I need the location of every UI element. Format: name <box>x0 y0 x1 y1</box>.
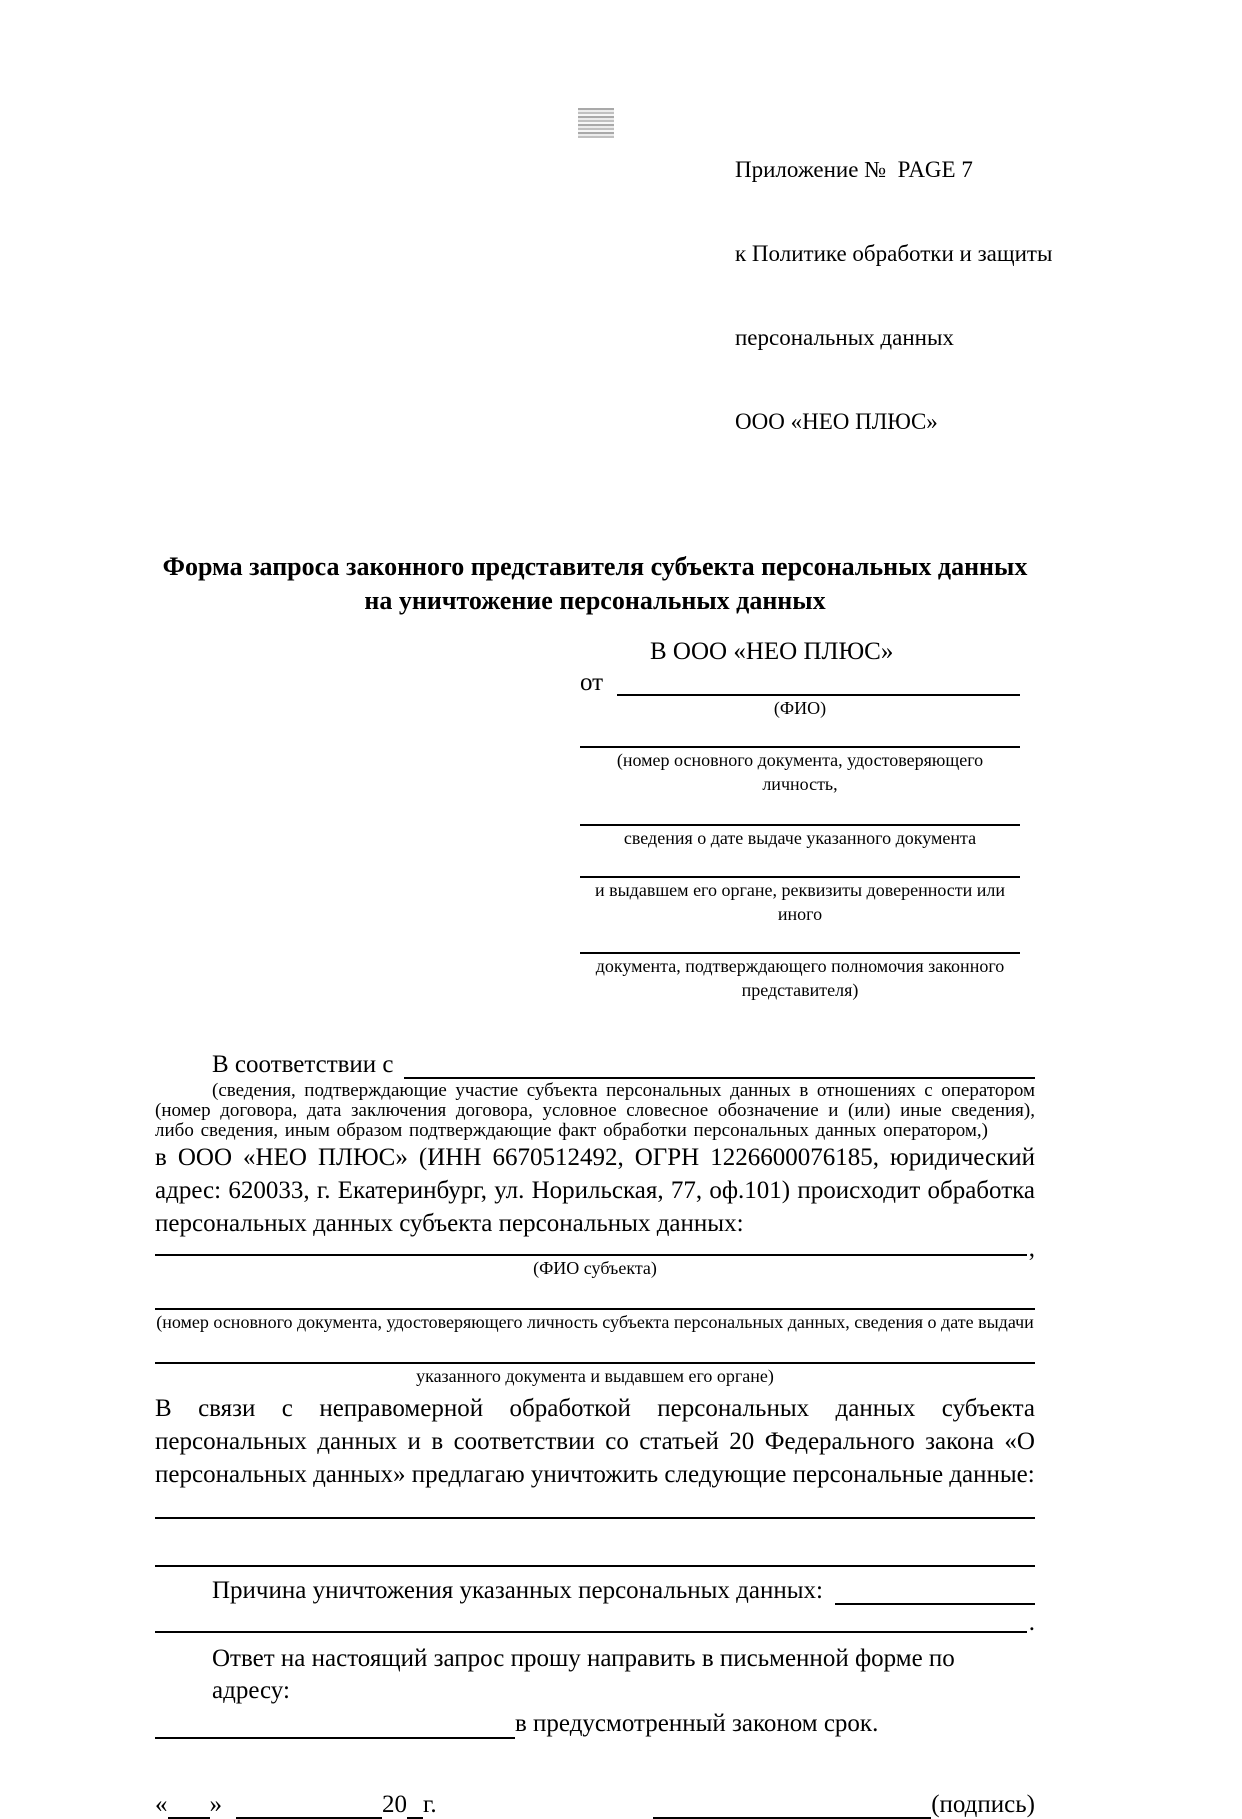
address-fill-line <box>155 1737 515 1739</box>
reason-label: Причина уничтожения указанных персональных данных: <box>212 1577 823 1604</box>
date-quote-open: « <box>155 1791 168 1818</box>
signature-caption: (подпись) <box>931 1791 1035 1818</box>
accordance-fill-line <box>404 1077 1035 1079</box>
accordance-note: (сведения, подтверждающие участие субъекта персональных данных в отношениях с оператором (номер договора, дата заключения договора, условное словесное обозначение и (или) иные сведения), либо сведения, иным образом подтверждающие факт обработки персональных данных оператором,) <box>155 1080 1035 1141</box>
subject-fio-line <box>155 1235 1035 1262</box>
embedded-object-icon <box>578 108 614 138</box>
year-suffix: г. <box>423 1791 437 1818</box>
day-fill-line <box>168 1793 210 1819</box>
from-label: от <box>580 669 604 696</box>
reason-line-period: . <box>1028 1609 1035 1636</box>
subject-authority-caption: указанного документа и выдавшем его органе) <box>416 1366 774 1386</box>
authority-document-line <box>580 926 1020 954</box>
month-fill-line <box>236 1793 382 1819</box>
issue-date-line <box>580 796 1020 826</box>
header-line-appendix: Приложение № PAGE 7 <box>735 157 973 182</box>
reason-fill-line <box>835 1603 1035 1605</box>
fill-line <box>155 1517 1035 1519</box>
reply-line-1: Ответ на настоящий запрос прошу направить в письменной форме по адресу: <box>212 1645 955 1704</box>
issuing-authority-caption: и выдавшем его органе, реквизиты доверенности или иного <box>594 880 1006 924</box>
year-fill-line <box>407 1793 423 1819</box>
header <box>0 0 1242 492</box>
reply-line-2 <box>155 1707 1035 1739</box>
form-title <box>155 550 1035 618</box>
fio-caption: (ФИО) <box>773 698 827 718</box>
reply-line-2-text: в предусмотренный законом срок. <box>515 1710 879 1737</box>
signature-group <box>653 1791 1035 1819</box>
addressee-block <box>580 636 1020 1002</box>
accordance-label: В соответствии с <box>212 1051 394 1078</box>
header-line-personal-data: персональных данных <box>735 325 954 350</box>
fill-line <box>155 1631 1027 1633</box>
fill-line <box>155 1565 1035 1567</box>
date-group <box>155 1791 437 1819</box>
operator-paragraph: в ООО «НЕО ПЛЮС» (ИНН 6670512492, ОГРН 1226600076185, юридический адрес: 620033, г. Екатеринбург, ул. Норильская, 77, оф.101) происходит обработка персональных данных субъекта персональных данных: <box>155 1144 1035 1237</box>
destroy-paragraph: В связи с неправомерной обработкой персональных данных субъекта персональных данных и в соответствии со статьей 20 Федерального закона «О персональных данных» предлагаю уничтожить следующие персональные данные: <box>155 1395 1035 1488</box>
footer <box>155 1791 1035 1819</box>
form-title-line2: на уничтожение персональных данных <box>364 586 826 615</box>
data-to-destroy-line-2 <box>155 1519 1035 1567</box>
reason-row <box>155 1575 1035 1605</box>
document-number-caption: (номер основного документа, удостоверяющего личность, <box>616 750 984 794</box>
authority-document-caption: документа, подтверждающего полномочия законного представителя) <box>595 956 1005 1000</box>
accordance-row <box>155 1049 1035 1079</box>
form-title-line1: Форма запроса законного представителя субъекта персональных данных <box>162 552 1028 581</box>
date-quote-close: » <box>209 1791 222 1818</box>
header-line-policy: к Политике обработки и защиты <box>735 241 1053 266</box>
subject-document-caption: (номер основного документа, удостоверяющего личность субъекта персональных данных, сведения о дате выдачи <box>156 1312 1034 1332</box>
from-row <box>580 668 1020 696</box>
document-number-line <box>580 720 1020 748</box>
subject-document-line <box>155 1280 1035 1310</box>
subject-fio-caption: (ФИО субъекта) <box>533 1258 657 1278</box>
issue-date-caption: сведения о дате выдаче указанного документа <box>623 828 977 848</box>
subject-line-comma: , <box>1028 1235 1035 1262</box>
subject-authority-line <box>155 1334 1035 1364</box>
header-note <box>735 100 1052 492</box>
year-prefix: 20 <box>382 1791 407 1818</box>
issuing-authority-line <box>580 850 1020 878</box>
addressee-to: В ООО «НЕО ПЛЮС» <box>650 638 894 665</box>
reason-line-2 <box>155 1605 1035 1636</box>
signature-fill-line <box>653 1793 931 1819</box>
header-line-company: ООО «НЕО ПЛЮС» <box>735 409 938 434</box>
data-to-destroy-line-1 <box>155 1491 1035 1519</box>
